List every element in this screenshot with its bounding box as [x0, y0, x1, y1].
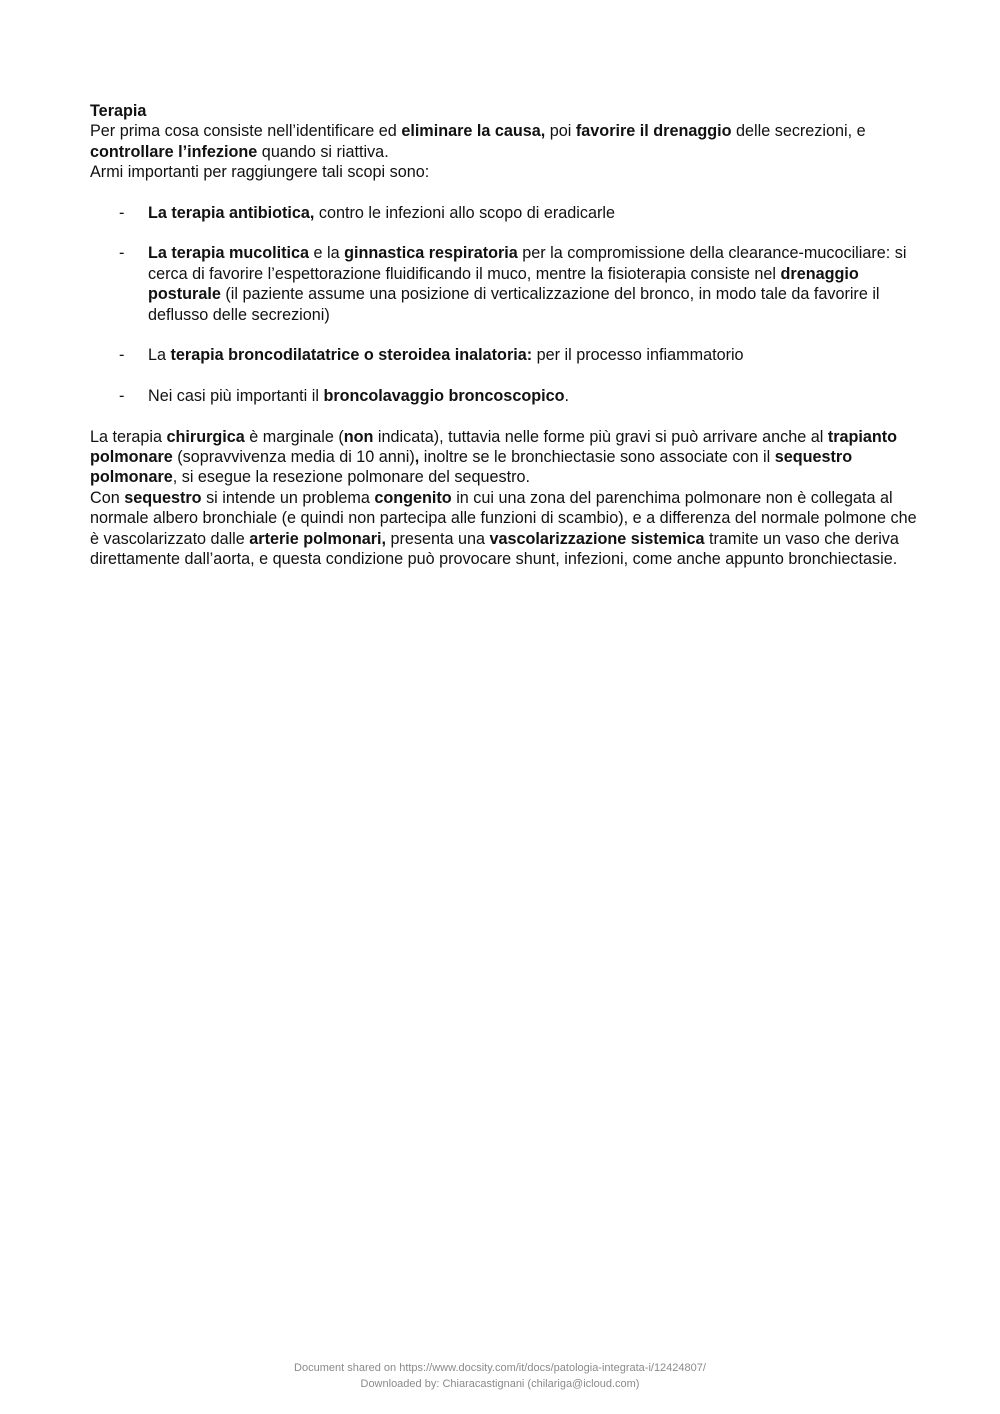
section-heading: Terapia	[90, 102, 147, 120]
bold-text-segment: La terapia mucolitica	[148, 244, 310, 263]
list-marker: -	[119, 244, 125, 263]
intro-paragraph	[90, 121, 930, 162]
list-item	[90, 243, 930, 325]
list-item	[90, 203, 930, 223]
bold-text-segment: congenito	[374, 488, 452, 507]
text-segment: La terapia	[90, 427, 167, 446]
text-segment: delle secrezioni, e	[731, 122, 871, 141]
footer-share-line: Document shared on https://www.docsity.com/it/docs/patologia-integrata-i/12424807/	[294, 1362, 706, 1374]
text-segment: contro le infezioni allo scopo di eradicarle	[314, 203, 615, 222]
intro-block	[90, 121, 930, 182]
text-segment: poi	[545, 122, 576, 141]
text-segment: si intende un problema	[201, 488, 375, 507]
text-segment: in cui una zona del parenchima polmonare non è collegata al normale albero bronchiale (e quindi non partecipa alle funzioni di scambio), e a differenza del normale polmone che è vascolarizzato dalle	[90, 488, 922, 548]
closing-paragraph	[90, 427, 930, 488]
text-segment: presenta una	[386, 529, 490, 548]
bold-text-segment: ,	[414, 448, 420, 467]
text-segment: (sopravvivenza media di 10 anni)	[172, 448, 415, 467]
list-item-text	[148, 387, 569, 405]
list-item-text	[148, 346, 744, 364]
list-marker: -	[119, 387, 125, 406]
text-segment: (il paziente assume una posizione di verticalizzazione del bronco, in modo tale da favorire il deflusso delle secrezioni)	[148, 285, 880, 324]
text-segment: La	[148, 346, 171, 365]
bold-text-segment: sequestro polmonare	[90, 448, 857, 487]
text-segment: per la compromissione della clearance-mucociliare: si cerca di favorire l’espettorazione fluidificando il muco, mentre la fisioterapia consiste nel	[148, 244, 907, 283]
document-body	[90, 101, 930, 569]
list-item	[90, 386, 930, 406]
therapy-list	[90, 203, 930, 407]
bold-text-segment: terapia broncodilatatrice o steroidea inalatoria:	[170, 346, 533, 365]
bold-text-segment: eliminare la causa,	[401, 122, 546, 141]
text-segment: per il processo infiammatorio	[532, 346, 744, 365]
bold-text-segment: chirurgica	[166, 427, 245, 446]
text-segment: tramite un vaso che deriva direttamente dall’aorta, e questa condizione può provocare shunt, infezioni, come anche appunto bronchiectasie.	[90, 529, 904, 569]
text-segment: indicata), tuttavia nelle forme più gravi si può arrivare anche al	[373, 427, 828, 446]
closing-paragraph	[90, 488, 930, 570]
text-segment: e la	[309, 244, 345, 263]
list-item-text	[148, 244, 906, 323]
bold-text-segment: controllare l’infezione	[90, 142, 258, 161]
list-marker: -	[119, 346, 125, 365]
text-segment: inoltre se le bronchiectasie sono associate con il	[419, 448, 775, 467]
text-segment: .	[564, 387, 569, 406]
bold-text-segment: trapianto polmonare	[90, 427, 902, 467]
bold-text-segment: arterie polmonari,	[249, 529, 386, 548]
text-segment: Armi importanti per raggiungere tali scopi sono:	[90, 163, 430, 182]
bold-text-segment: favorire il drenaggio	[575, 122, 732, 141]
bold-text-segment: ginnastica respiratoria	[344, 244, 518, 263]
footer-download-line: Downloaded by: Chiaracastignani (chilariga@icloud.com)	[360, 1377, 640, 1390]
list-item-text	[148, 204, 615, 222]
closing-block	[90, 427, 930, 570]
bold-text-segment: broncolavaggio broncoscopico	[323, 387, 565, 406]
bold-text-segment: sequestro	[124, 488, 202, 507]
page-footer	[0, 1361, 1000, 1392]
bold-text-segment: vascolarizzazione sistemica	[489, 529, 705, 548]
text-segment: quando si riattiva.	[257, 142, 389, 161]
text-segment: , si esegue la resezione polmonare del sequestro.	[172, 468, 530, 487]
text-segment: Con	[90, 488, 125, 507]
bold-text-segment: La terapia antibiotica,	[148, 203, 315, 222]
text-segment: Nei casi più importanti il	[148, 387, 324, 406]
bold-text-segment: non	[343, 427, 374, 446]
list-item	[90, 345, 930, 365]
text-segment: Per prima cosa consiste nell’identificare ed	[90, 122, 402, 141]
list-marker: -	[119, 203, 125, 222]
intro-paragraph	[90, 162, 930, 182]
text-segment: è marginale (	[244, 427, 344, 446]
bold-text-segment: drenaggio posturale	[148, 264, 859, 304]
